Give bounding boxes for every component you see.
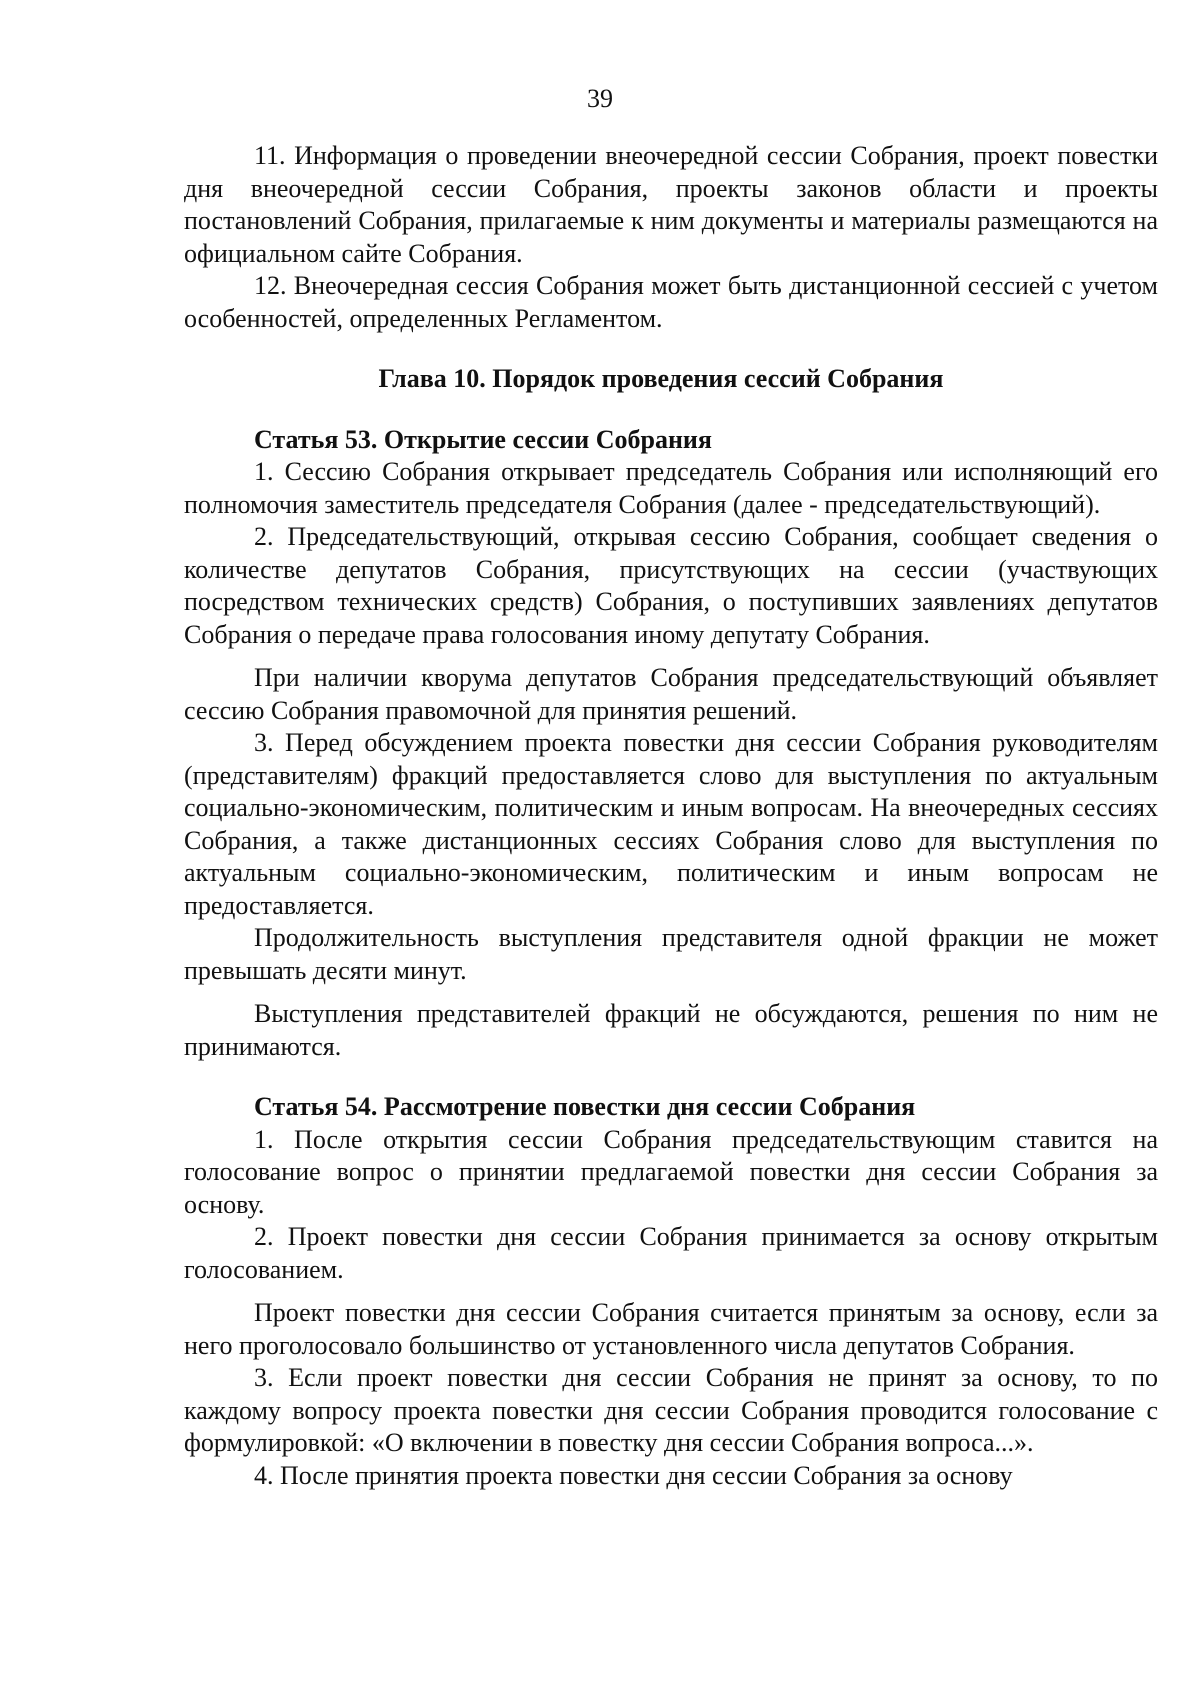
- article-53-paragraph-2: 2. Председательствующий, открывая сессию Собрания, сообщает сведения о количестве депутатов Собрания, присутствующих на сессии (участвующих посредством технических средств) Собрания, о поступивших заявлениях депутатов Собрания о передаче права голосования иному депутату Собрания.: [184, 522, 1158, 649]
- article-54-title: Статья 54. Рассмотрение повестки дня сессии Собрания: [254, 1092, 916, 1121]
- article-53-paragraph-3: При наличии кворума депутатов Собрания председательствующий объявляет сессию Собрания правомочной для принятия решений.: [184, 663, 1158, 725]
- article-53-paragraph-6: Выступления представителей фракций не обсуждаются, решения по ним не принимаются.: [184, 999, 1158, 1061]
- document-body: [184, 140, 1158, 1492]
- article-54-paragraph-3: Проект повестки дня сессии Собрания считается принятым за основу, если за него проголосовало большинство от установленного числа депутатов Собрания.: [184, 1298, 1158, 1360]
- article-54-paragraph-1: 1. После открытия сессии Собрания председательствующим ставится на голосование вопрос о принятии предлагаемой повестки дня сессии Собрания за основу.: [184, 1124, 1158, 1219]
- article-53-paragraph-1: 1. Сессию Собрания открывает председатель Собрания или исполняющий его полномочия заместитель председателя Собрания (далее - председательствующий).: [184, 457, 1158, 519]
- article-54-paragraph-2: 2. Проект повестки дня сессии Собрания принимается за основу открытым голосованием.: [184, 1222, 1158, 1284]
- paragraph-12: 12. Внеочередная сессия Собрания может быть дистанционной сессией с учетом особенностей, определенных Регламентом.: [184, 271, 1158, 333]
- article-53-paragraph-4: 3. Перед обсуждением проекта повестки дня сессии Собрания руководителям (представителям) фракций предоставляется слово для выступления по актуальным социально-экономическим, политическим и иным вопросам. На внеочередных сессиях Собрания, а также дистанционных сессиях Собрания слово для выступления по актуальным социально-экономическим, политическим и иным вопросам не предоставляется.: [184, 728, 1158, 920]
- page-number: 39: [587, 84, 613, 113]
- article-54-paragraph-5: 4. После принятия проекта повестки дня сессии Собрания за основу: [254, 1460, 1013, 1490]
- paragraph-11: 11. Информация о проведении внеочередной сессии Собрания, проект повестки дня внеочередной сессии Собрания, проекты законов области и проекты постановлений Собрания, прилагаемые к ним документы и материалы размещаются на официальном сайте Собрания.: [184, 141, 1158, 268]
- article-53-title: Статья 53. Открытие сессии Собрания: [254, 424, 712, 454]
- chapter-title: Глава 10. Порядок проведения сессий Собрания: [378, 364, 944, 393]
- article-53-paragraph-5: Продолжительность выступления представителя одной фракции не может превышать десяти минут.: [184, 923, 1158, 985]
- article-54-paragraph-4: 3. Если проект повестки дня сессии Собрания не принят за основу, то по каждому вопросу проекта повестки дня сессии Собрания проводится голосование с формулировкой: «О включении в повестку дня сессии Собрания вопроса...».: [184, 1363, 1158, 1457]
